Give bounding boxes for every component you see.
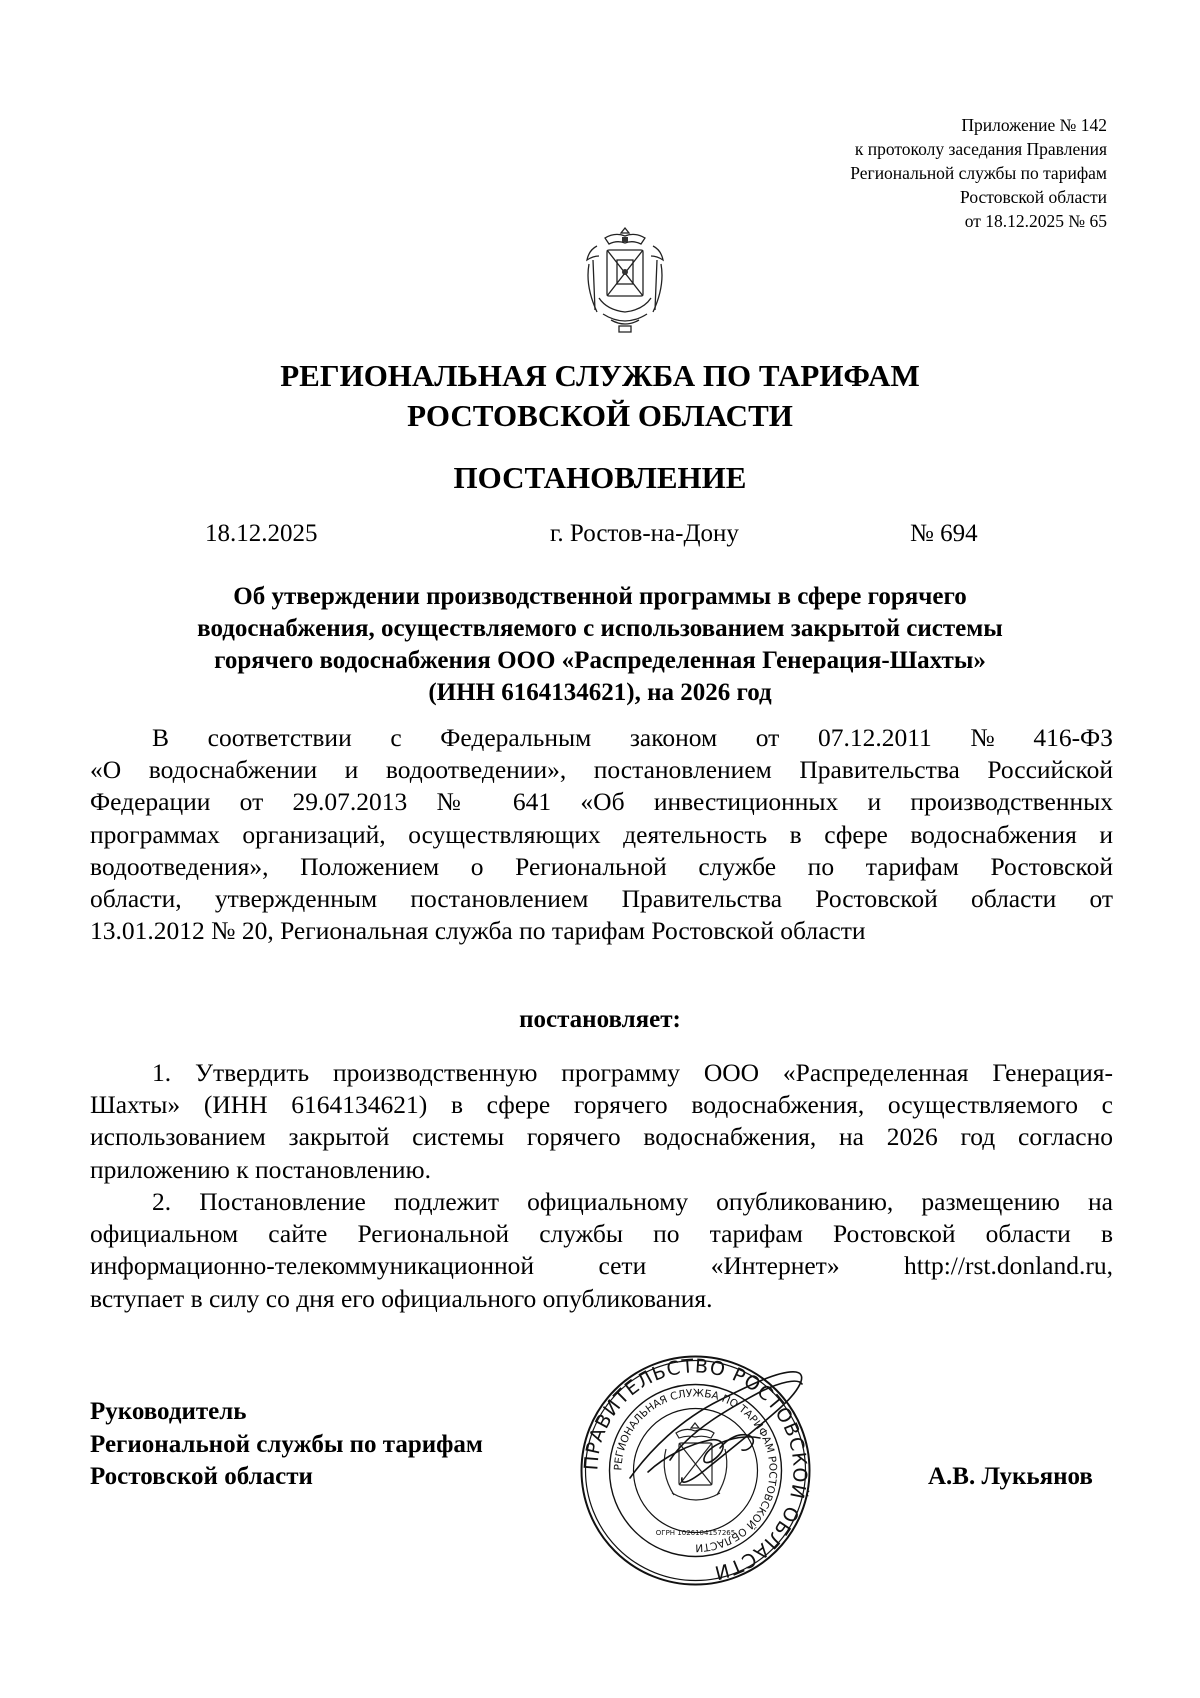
- item-word: информационно-телекоммуникационной: [90, 1251, 535, 1281]
- seal-outer-text: ПРАВИТЕЛЬСТВО РОСТОВСКОЙ ОБЛАСТИ: [580, 1355, 811, 1584]
- item-line: вступает в силу со дня его официального опубликования.: [90, 1283, 713, 1313]
- organization-title: [0, 356, 1200, 436]
- preamble-word: №: [970, 723, 995, 752]
- preamble-word: с: [390, 723, 402, 752]
- item-2-paragraph: [90, 1186, 1113, 1315]
- document-city: г. Ростов-на-Дону: [550, 520, 739, 547]
- signer-position-line: Ростовской области: [90, 1463, 313, 1490]
- preamble-word: законом: [629, 723, 718, 752]
- subject-line: горячего водоснабжения ООО «Распределенная Генерация-Шахты»: [214, 647, 986, 674]
- preamble-word: 416-ФЗ: [1033, 723, 1113, 752]
- subject-line: (ИНН 6164134621), на 2026 год: [428, 679, 772, 706]
- preamble-first-line: [90, 722, 1113, 754]
- preamble-word: 07.12.2011: [817, 723, 932, 752]
- subject-line: Об утверждении производственной программы в сфере горячего: [233, 583, 967, 610]
- appendix-line: Приложение № 142: [961, 115, 1107, 135]
- preamble-line: области, утвержденным постановлением Правительства Ростовской области от: [90, 884, 1113, 914]
- document-date: 18.12.2025: [205, 520, 318, 547]
- handwritten-signature-icon: [610, 1360, 820, 1500]
- preamble-word: Федеральным: [440, 723, 592, 752]
- item-line: приложению к постановлению.: [90, 1154, 431, 1184]
- subject-line: водоснабжения, осуществляемого с использованием закрытой системы: [197, 615, 1003, 642]
- item-spread-line: [90, 1250, 1113, 1282]
- item-1-paragraph: [90, 1057, 1113, 1186]
- item-line: официальном сайте Региональной службы по тарифам Ростовской области в: [90, 1219, 1113, 1249]
- preamble-line: водоотведения», Положением о Региональной службе по тарифам Ростовской: [90, 851, 1113, 881]
- seal-ogrn-text: ОГРН 1026104157265: [655, 1529, 736, 1537]
- item-line: 1. Утвердить производственную программу ООО «Распределенная Генерация-: [152, 1058, 1113, 1087]
- preamble-line: Федерации от 29.07.2013 № 641 «Об инвестиционных и производственных: [90, 787, 1113, 817]
- item-word: «Интернет»: [710, 1251, 840, 1281]
- document-type: ПОСТАНОВЛЕНИЕ: [453, 460, 747, 495]
- preamble-word: соответствии: [207, 723, 352, 752]
- item-line: 2. Постановление подлежит официальному опубликованию, размещению на: [152, 1187, 1113, 1216]
- resolve-word: постановляет:: [519, 1006, 681, 1033]
- website-link-text: http://rst.donland.ru,: [904, 1251, 1113, 1281]
- signer-position: [90, 1396, 483, 1494]
- coat-of-arms-icon: [575, 224, 675, 334]
- document-number: № 694: [910, 520, 978, 547]
- item-line: Шахты» (ИНН 6164134621) в сфере горячего водоснабжения, осуществляемого с: [90, 1090, 1113, 1120]
- preamble-word: В: [152, 723, 170, 752]
- organization-title-line: РЕГИОНАЛЬНАЯ СЛУЖБА ПО ТАРИФАМ: [280, 358, 920, 393]
- item-word: сети: [598, 1251, 647, 1281]
- preamble-word: от: [755, 723, 780, 752]
- preamble-line: 13.01.2012 № 20, Региональная служба по тарифам Ростовской области: [90, 916, 866, 946]
- signer-position-line: Региональной службы по тарифам: [90, 1430, 483, 1458]
- document-subject: [130, 581, 1070, 709]
- preamble-line: программах организаций, осуществляющих деятельность в сфере водоснабжения и: [90, 819, 1113, 849]
- seal-inner-text: РЕГИОНАЛЬНАЯ СЛУЖБА ПО ТАРИФАМ РОСТОВСКОЙ ОБЛАСТИ: [612, 1387, 779, 1554]
- appendix-line: от 18.12.2025 № 65: [964, 211, 1107, 231]
- preamble-line: «О водоснабжении и водоотведении», постановлением Правительства Российской: [90, 755, 1113, 785]
- appendix-block: [850, 113, 1107, 233]
- appendix-line: к протоколу заседания Правления: [854, 139, 1107, 159]
- appendix-line: Региональной службы по тарифам: [850, 163, 1107, 183]
- signer-position-line: Руководитель: [90, 1398, 247, 1425]
- appendix-line: Ростовской области: [960, 187, 1107, 207]
- preamble-paragraph: [90, 722, 1113, 947]
- item-line: использованием закрытой системы горячего водоснабжения, на 2026 год согласно: [90, 1122, 1113, 1152]
- organization-title-line: РОСТОВСКОЙ ОБЛАСТИ: [407, 398, 793, 433]
- signer-name: А.В. Лукьянов: [928, 1463, 1093, 1490]
